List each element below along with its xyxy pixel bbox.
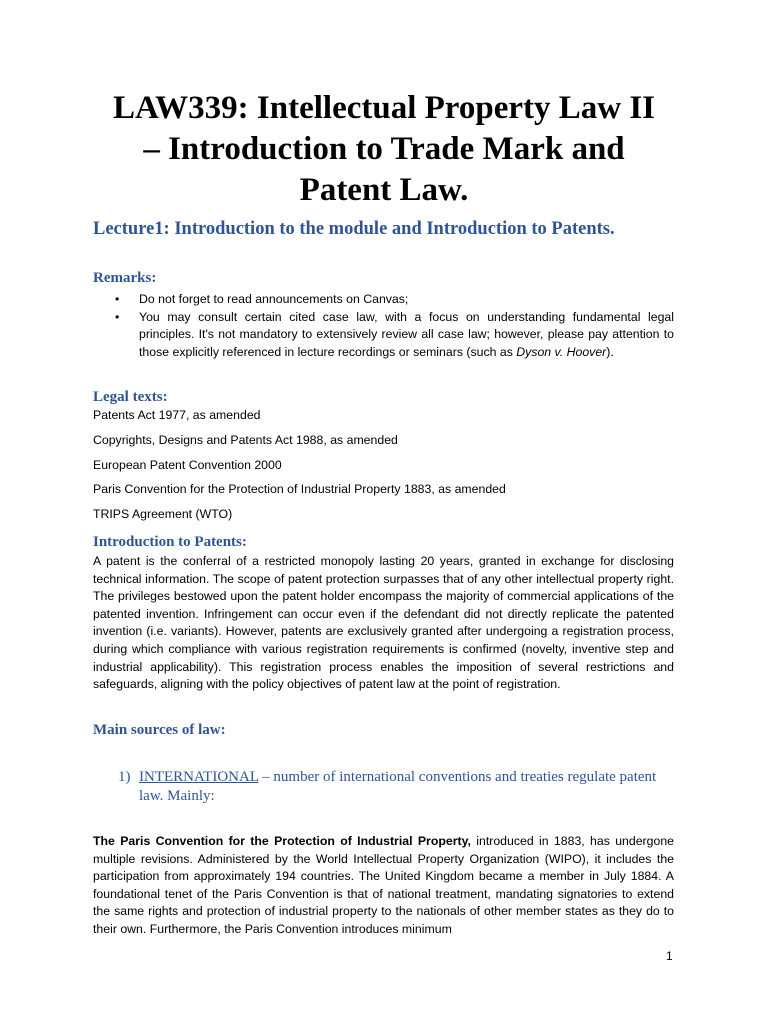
page-number: 1: [666, 949, 673, 963]
title-line-2: – Introduction to Trade Mark and: [143, 131, 625, 167]
lecture-title: Lecture1: Introduction to the module and Introduction to Patents.: [93, 219, 615, 239]
bullet-icon: •: [115, 292, 120, 306]
title-line-1: LAW339: Intellectual Property Law II: [112, 90, 656, 126]
remark-text: Do not forget to read announcements on Canvas;: [139, 292, 409, 306]
legal-text-item: Patents Act 1977, as amended: [93, 408, 261, 422]
remark-text: You may consult certain cited case law, with a focus on understanding fundamental legal principles. It's not mandatory to extensively review all case law; however, please pay attention to those explicitly referenced in lecture recordings or seminars (such as: [139, 309, 674, 359]
item-text-continued: law. Mainly:: [139, 788, 215, 804]
legal-text-item: Copyrights, Designs and Patents Act 1988, as amended: [93, 433, 398, 447]
paris-convention-text: introduced in 1883, has undergone multiple revisions. Administered by the World Intellectual Property Organization (WIPO), it includes the participation from approximately 194 countries. The United Kingdom became a member in July 1884. A foundational tenet of the Paris Convention is that of national treatment, mandating signatories to extend the same rights and protection of industrial property to the nationals of other member states as they do to their own. Furthermore, the Paris Convention introduces minimum: [93, 834, 674, 936]
case-name: Dyson v. Hoover: [516, 344, 607, 359]
intro-patents-heading: Introduction to Patents:: [93, 534, 247, 550]
main-sources-heading: Main sources of law:: [93, 722, 226, 738]
paris-convention-title: The Paris Convention for the Protection of Industrial Property,: [93, 834, 471, 848]
legal-text-item: European Patent Convention 2000: [93, 458, 282, 472]
paris-convention-paragraph: [93, 833, 674, 939]
remark-text-end: ).: [606, 344, 614, 359]
sources-list-item: [118, 768, 674, 806]
title-line-3: Patent Law.: [299, 172, 469, 208]
list-item: [93, 309, 674, 362]
bullet-icon: •: [115, 309, 120, 324]
item-text: – number of international conventions and treaties regulate patent: [258, 769, 657, 785]
item-number: 1): [118, 769, 131, 785]
intro-patents-paragraph: A patent is the conferral of a restricted monopoly lasting 20 years, granted in exchange for disclosing technical information. The scope of patent protection surpasses that of any other intellectual property right. The privileges bestowed upon the patent holder encompass the majority of commercial applications of the patented invention. Infringement can occur even if the defendant did not directly replicate the patented invention (i.e. variants). However, patents are exclusively granted after undergoing a registration process, during which compliance with various registration requirements is confirmed (novelty, inventive step and industrial applicability). This registration process enables the imposition of several restrictions and safeguards, aligning with the policy objectives of patent law at the point of registration.: [93, 554, 674, 692]
legal-text-item: Paris Convention for the Protection of Industrial Property 1883, as amended: [93, 482, 506, 496]
remarks-heading: Remarks:: [93, 270, 157, 286]
legal-text-item: TRIPS Agreement (WTO): [93, 507, 233, 521]
item-label: INTERNATIONAL: [139, 769, 259, 785]
document-title: [60, 88, 708, 211]
remarks-list: [93, 291, 674, 361]
list-item: [93, 291, 674, 309]
legal-texts-heading: Legal texts:: [93, 389, 168, 405]
